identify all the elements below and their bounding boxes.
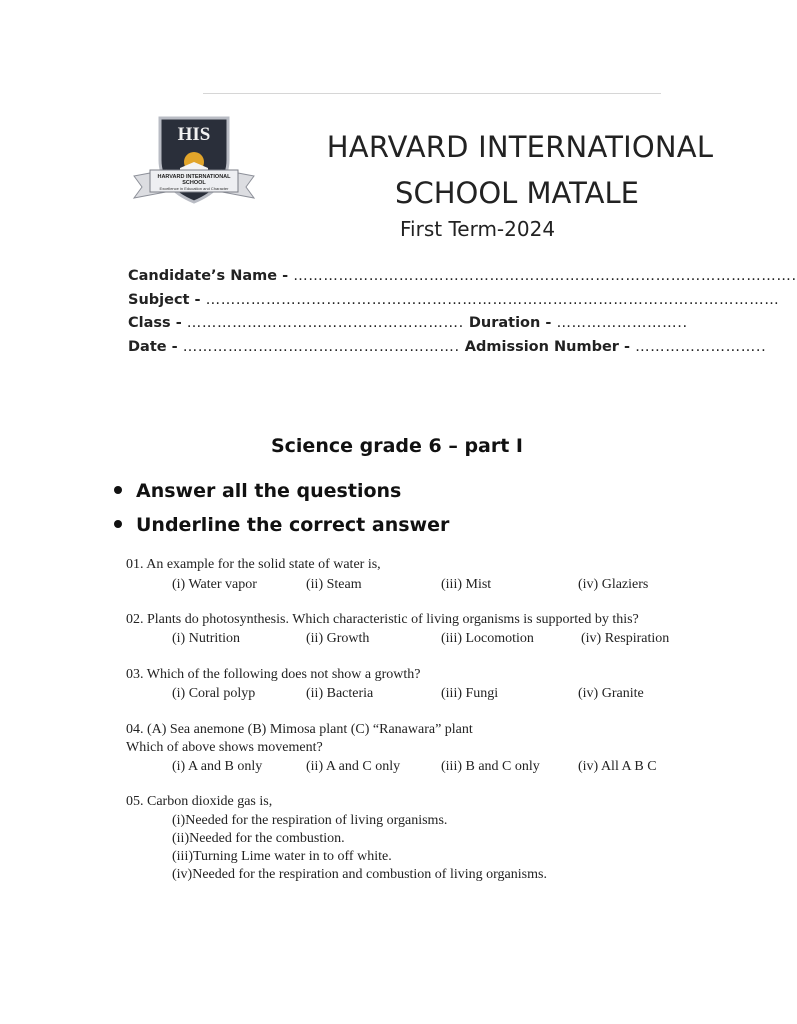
answer-option[interactable]: (ii) A and C only [306,759,401,774]
school-name-line2: SCHOOL MATALE [395,176,639,210]
answer-option[interactable]: (iv) Glaziers [578,577,649,592]
instruction-item: Underline the correct answer [114,514,449,536]
answer-option[interactable]: (i)Needed for the respiration of living organisms. [172,813,448,828]
question-stem: 04. (A) Sea anemone (B) Mimosa plant (C) “Ranawara” plant [126,722,473,737]
logo-banner-line2: SCHOOL [182,180,206,186]
candidate-details [128,268,797,362]
answer-option[interactable]: (ii) Bacteria [306,686,374,701]
top-divider [203,93,661,94]
answer-option[interactable]: (iii) Locomotion [441,631,534,646]
subject-label: Subject - [128,291,206,308]
logo-initials: HIS [177,124,211,145]
admission-number-label: Admission Number - [459,338,636,355]
question-stem: 05. Carbon dioxide gas is, [126,794,273,809]
answer-option[interactable]: (iii) B and C only [441,759,540,774]
answer-option[interactable]: (i) Water vapor [172,577,257,592]
answer-option[interactable]: (i) A and B only [172,759,263,774]
answer-option[interactable]: (iv) Granite [578,686,644,701]
answer-option[interactable]: (iv)Needed for the respiration and combustion of living organisms. [172,867,547,882]
answer-option[interactable]: (i) Coral polyp [172,686,256,701]
answer-option[interactable]: (iv) All A B C [578,759,657,774]
answer-option[interactable]: (ii) Growth [306,631,370,646]
question-stem: 03. Which of the following does not show a growth? [126,667,421,682]
question-stem-line2: Which of above shows movement? [126,740,323,755]
paper-title: Science grade 6 – part I [270,435,524,457]
instruction-item: Answer all the questions [114,480,401,502]
date-admission-row: Date - ………………………………………………. Admission Number - …………………….. [128,338,767,355]
answer-option[interactable]: (iii)Turning Lime water in to off white. [172,849,392,864]
question-stem: 02. Plants do photosynthesis. Which characteristic of living organisms is supported by this? [126,612,639,627]
class-duration-row: Class - ………………………………………………. Duration - …………………….. [128,315,688,331]
logo-banner-line1: HARVARD INTERNATIONAL [157,174,231,180]
school-logo-shield-icon [132,110,256,206]
question-stem: 01. An example for the solid state of water is, [126,557,381,572]
answer-option[interactable]: (i) Nutrition [172,631,241,646]
candidate-name-label: Candidate’s Name - [128,268,294,284]
answer-option[interactable]: (iii) Mist [441,577,492,592]
exam-term: First Term-2024 [400,217,556,241]
bullet-icon [114,520,122,528]
subject-row: Subject - …………………………………………………………………………………………………… [128,291,780,308]
logo-motto: Excellence in Education and Character [159,186,229,191]
date-label: Date - [128,338,183,355]
class-label: Class - [128,315,187,331]
candidate-name-row: Candidate’s Name - ………………………………………………………………………………………. [128,268,797,284]
answer-option[interactable]: (ii)Needed for the combustion. [172,831,345,846]
school-name-line1: HARVARD INTERNATIONAL [326,130,714,164]
answer-option[interactable]: (iii) Fungi [441,686,499,701]
duration-label: Duration - [463,315,557,331]
answer-option[interactable]: (ii) Steam [306,577,362,592]
bullet-icon [114,486,122,494]
answer-option[interactable]: (iv) Respiration [581,631,670,646]
